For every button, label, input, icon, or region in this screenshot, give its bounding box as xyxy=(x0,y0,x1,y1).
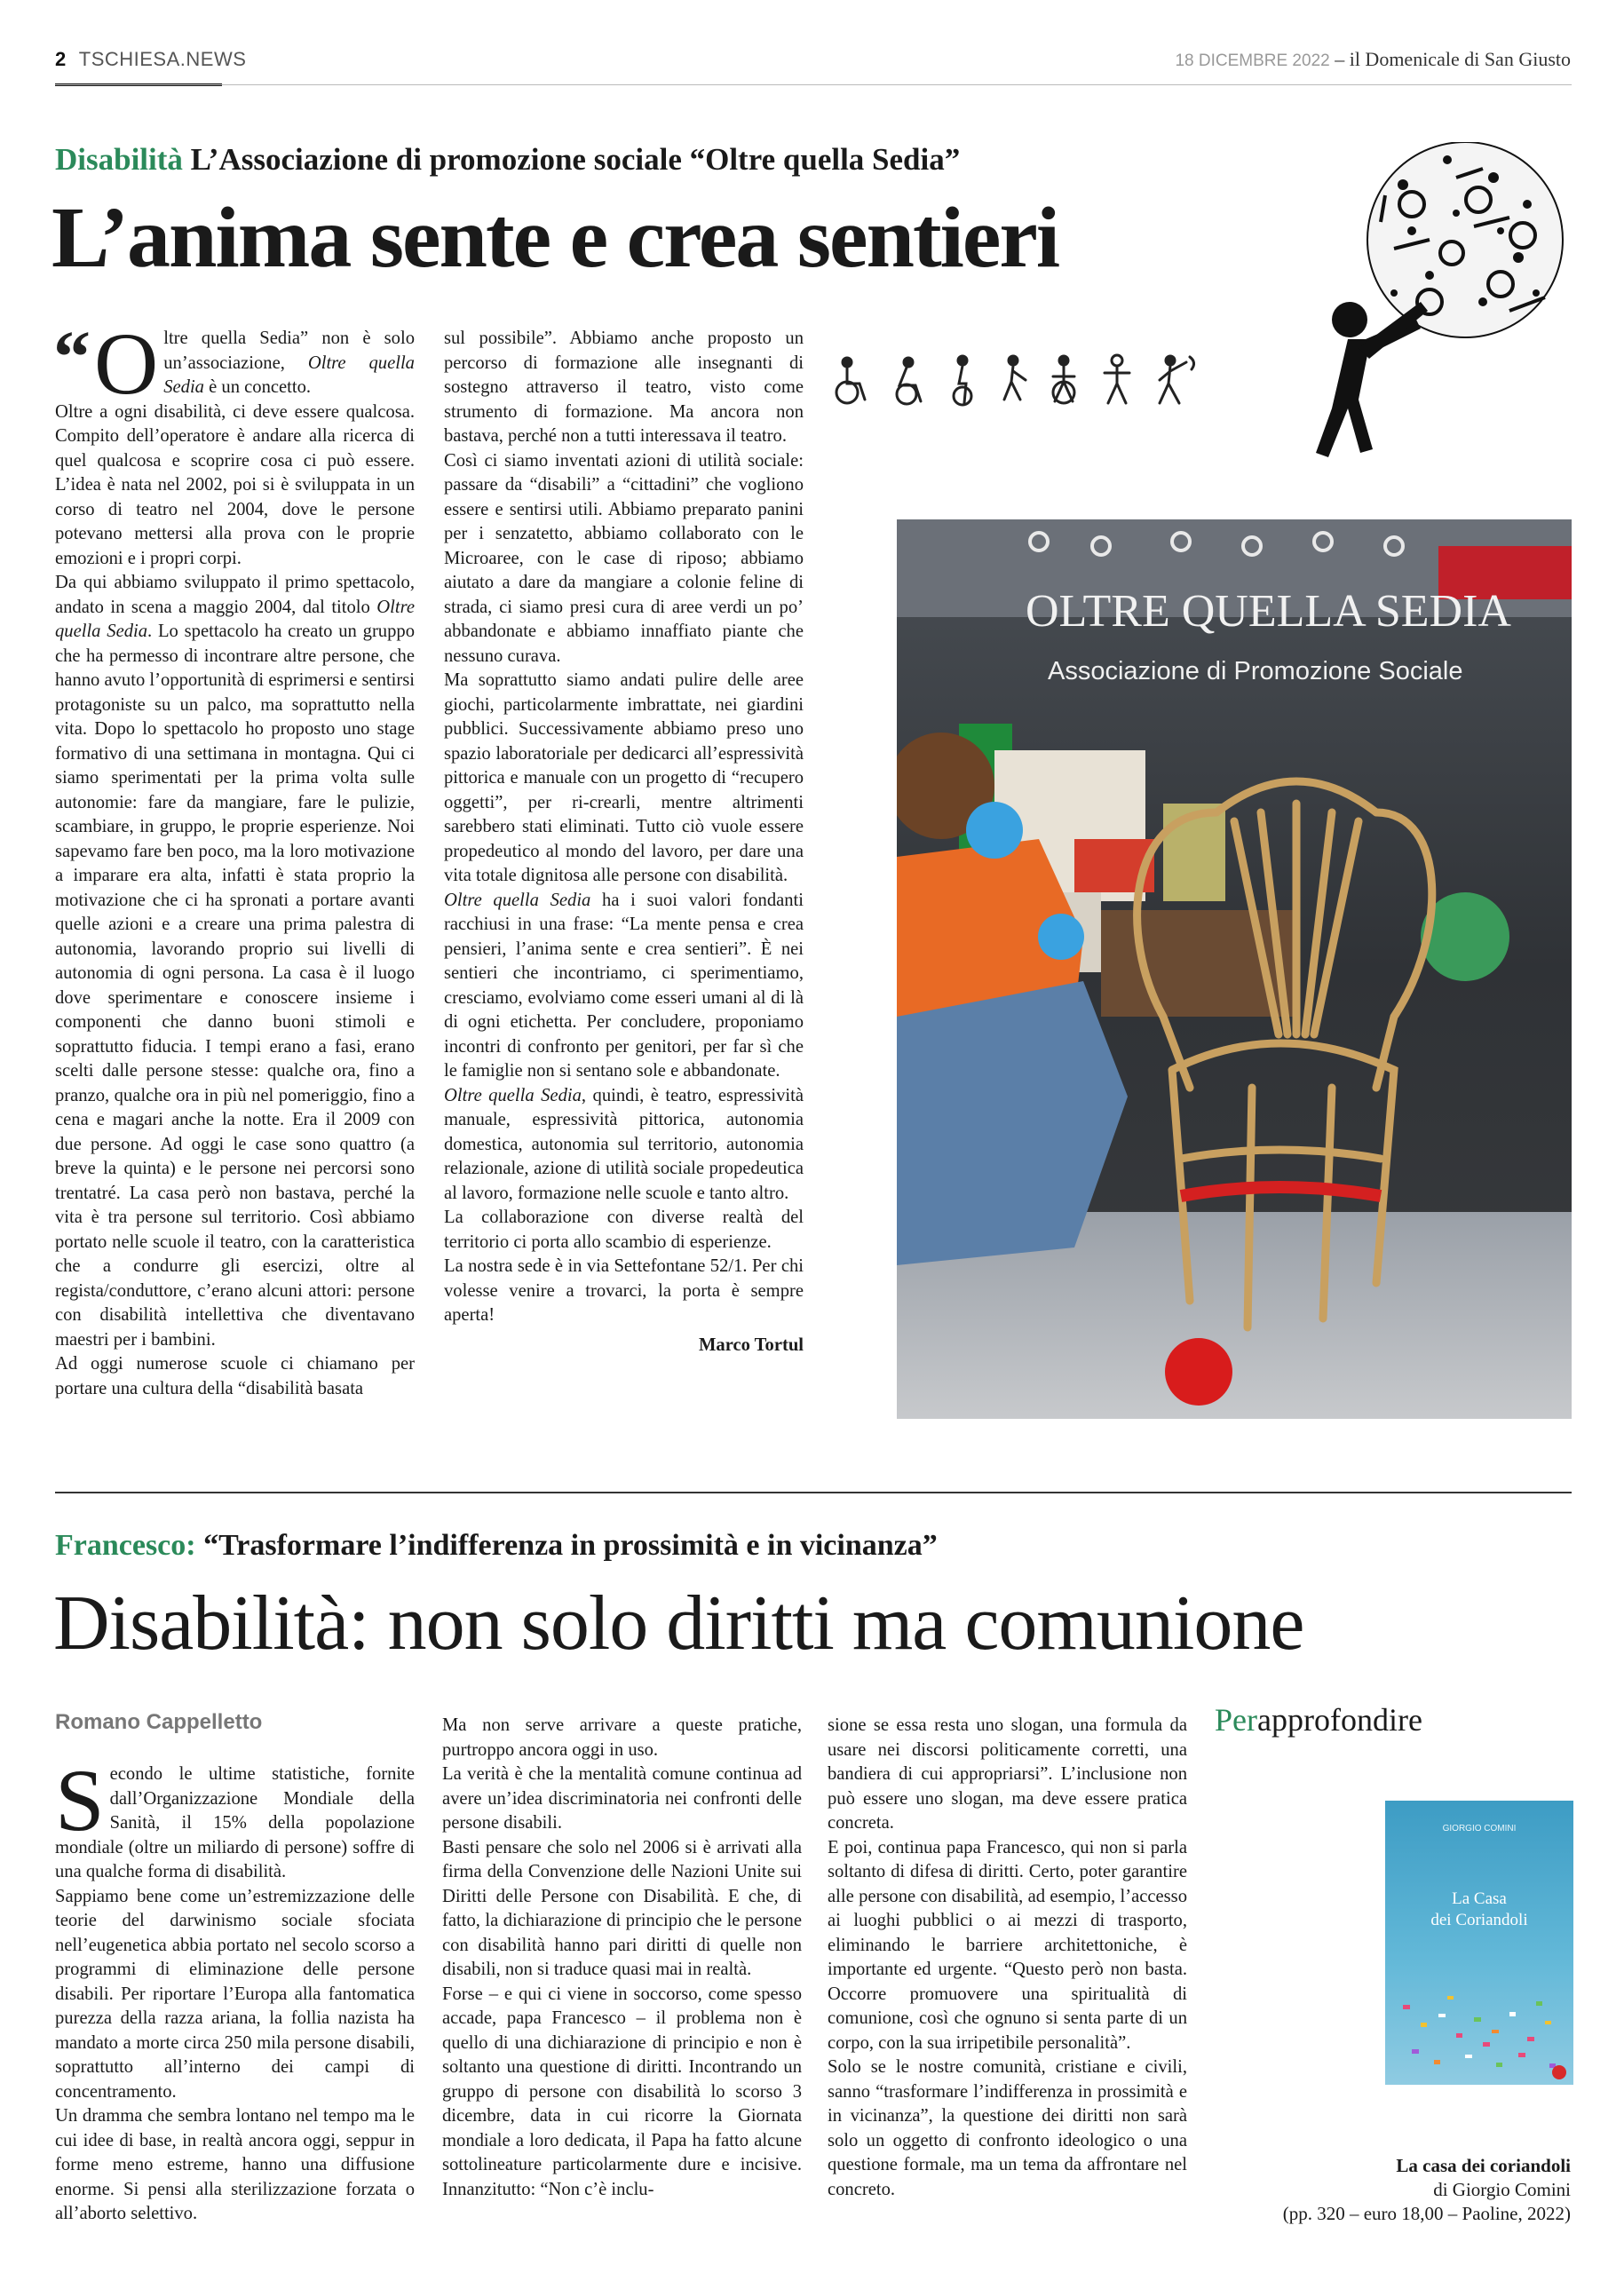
article1-paragraph: Da qui abbiamo sviluppato il primo spettacolo, andato in scena a maggio 2004, dal titolo Oltre quella Sedia. Lo spettacolo ha creato un gruppo che ha permesso di incontrare altre persone, che hanno avuto l’opportunità di esprimersi e sentirsi protagoniste su un palco, ma soprattutto nella vita. Dopo lo spettacolo ho proposto uno stage formativo di una settimana in montagna. Qui ci siamo sperimentati per la prima volta sulle autonomie: fare da mangiare, fare le pulizie, scambiare, in gruppo, le proprie esperienze. Noi sapevamo fare ben poco, ma la loro motivazione a imparare era alta, infatti è stata proprio la motivazione che ci ha spronati a portare avanti quelle azioni e a creare una prima palestra di autonomia, lavorando proprio sui livelli di autonomia di ogni persona. La casa è il luogo dove sperimentare e conoscere insieme i componenti che danno buoni stimoli e soprattutto fiducia. I tempi erano a fasi, erano scelti dalle persone stesse: qualche ora, fino a pranzo, qualche ora in più nel pomeriggio, fino a cena e magari anche la notte. Era il 2009 con due persone. Ad oggi le case sono quattro (a breve la quinta) e le persone nei percorsi sono trentatré. La casa però non bastava, perché la vita è tra persone sul territorio. Così abbiamo portato nelle scuole il teatro, con la caratteristica che a condurre gli esercizi, oltre al regista/conduttore, c’erano alcuni attori: persone con disabilità intellettiva che diventavano maestri per i bambini. xyxy=(55,573,415,1350)
article2-paragraph: Ma non serve arrivare a queste pratiche, purtroppo ancora oggi in uso. xyxy=(442,1715,802,1760)
issue-date: 18 DICEMBRE 2022 xyxy=(1175,51,1330,70)
article2-kicker xyxy=(55,1529,938,1563)
book-cover-author: GIORGIO COMINI xyxy=(1442,1824,1517,1833)
section-divider xyxy=(55,1492,1572,1493)
article1-lead: “ O ltre quella Sedia” non è solo un’associazione, Oltre quella Sedia è un concetto. xyxy=(53,314,415,413)
article1-paragraph: La nostra sede è in via Settefontane 52/1. Per chi volesse venire a trovarci, la porta è sempre aperta! xyxy=(444,1256,804,1325)
article1-kicker-text: L’Associazione di promozione sociale “Oltre quella Sedia” xyxy=(190,142,961,177)
article1-signature: Marco Tortul xyxy=(698,1334,804,1355)
article1-paragraph: Ma soprattutto siamo andati pulire delle aree giochi, particolarmente imbrattate, nei giardini pubblici. Successivamente abbiamo preso uno spazio laboratoriale per dedicarci all’espressività pittorica e manuale con un progetto di “recupero oggetti”, per ri-crearli, mentre altrimenti sarebbero stati eliminati. Tutto ciò vuole essere propedeutico al mondo del lavoro, per dare una vita totale dignitosa alle persone con disabilità. xyxy=(444,670,804,885)
page-header-left xyxy=(55,48,246,71)
article1-column-2 xyxy=(444,327,804,1358)
drop-cap: O xyxy=(94,314,159,413)
article1-paragraph: Oltre a ogni disabilità, ci deve essere qualcosa. Compito dell’operatore è andare alla ricerca di quel qualcosa e scoprire cosa ci può essere. L’idea è nata nel 2002, poi si è sviluppata in un corso di teatro nel 2004, dove le persone potevano mettersi alla prova con le proprie emozioni e i propri corpi. xyxy=(55,401,415,568)
article2-paragraph: Forse – e qui ci viene in soccorso, come spesso accade, papa Francesco – il problema non è quello di una dichiarazione di principio e non è soltanto una questione di diritti. Incontrando un gruppo di persone con disabilità lo scorso 3 dicembre, data in cui ricorre la Giornata mondiale a loro dedicata, il Papa ha fatto alcune sottolineature particolarmente dure e incisive. Innanzitutto: “Non c’è inclu- xyxy=(442,1984,802,2199)
article2-column-2 xyxy=(442,1714,802,2202)
article2-paragraph: Sappiamo bene come un’estremizzazione delle teorie del darwinismo sociale sfociata nell’eugenetica abbia portato nel secolo scorso a programmi di eliminazione delle persone disabili. Per riportare l’Europa alla fantomatica purezza della razza ariana, la follia nazista ha mandato a morte circa 250 mila persone disabili, soprattutto all’interno dei campi di concentramento. xyxy=(55,1886,415,2102)
book-cover xyxy=(1385,1801,1573,2085)
publication-name: il Domenicale di San Giusto xyxy=(1349,48,1571,70)
article2-title: Disabilità: non solo diritti ma comunione xyxy=(53,1580,1304,1667)
sidebar-title xyxy=(1215,1701,1422,1738)
article2-paragraph: La verità è che la mentalità comune continua ad avere un’idea discriminatoria nei confronti delle persone disabili. xyxy=(442,1764,802,1833)
book-cover-title-line2: dei Coriandoli xyxy=(1430,1911,1528,1929)
article1-column-1 xyxy=(53,314,415,1401)
article1-kicker-tag: Disabilità xyxy=(55,142,183,177)
disability-pictograms-icon xyxy=(826,353,1234,408)
article1-paragraph: Così ci siamo inventati azioni di utilità sociale: passare da “disabili” a “cittadini” che vogliono essere e sentirsi utili. Abbiamo preparato panini per i senzatetto, abbiamo collaborato con le Microaree, con le case di riposo; abbiamo aiutato a dare da mangiare a colonie feline di strada, ci siamo presi cura di aree verdi un po’ abbandonate e abbiamo innaffiato piante che nessuno curava. xyxy=(444,450,804,666)
photo-sign-subtitle: Associazione di Promozione Sociale xyxy=(1048,657,1463,685)
article2-author: Romano Cappelletto xyxy=(55,1710,263,1734)
drop-cap: S xyxy=(55,1751,105,1849)
page-header-right xyxy=(1175,48,1571,71)
article2-column-3 xyxy=(828,1714,1187,2202)
article2-column-1 xyxy=(55,1751,415,2227)
book-author: di Giorgio Comini xyxy=(1433,2179,1571,2200)
photo-sign-title: OLTRE QUELLA SEDIA xyxy=(1026,586,1511,637)
article2-paragraph: sione se essa resta uno slogan, una formula da usare nei discorsi politicamente corretti, una bandiera di cui appropriarsi”. L’inclusione non può essere uno slogan, ma deve essere pratica concreta. xyxy=(828,1715,1187,1833)
site-name: TSCHIESA.NEWS xyxy=(78,48,247,70)
article1-paragraph: Ad oggi numerose scuole ci chiamano per portare una cultura della “disabilità basata xyxy=(55,1354,415,1398)
sidebar-title-tag: Per xyxy=(1215,1702,1257,1738)
article1-paragraph: Oltre quella Sedia, quindi, è teatro, espressività manuale, espressività pittorica, autonomia domestica, autonomia sul territorio, autonomia relazionale, azione di utilità sociale propedeutica al lavoro, formazione nelle scuole e tanto altro. xyxy=(444,1085,804,1203)
article1-kicker xyxy=(55,142,960,178)
article1-paragraph: La collaborazione con diverse realtà del territorio ci porta allo scambio di esperienze. xyxy=(444,1208,804,1252)
association-logo-icon xyxy=(1296,142,1580,462)
header-rule xyxy=(55,84,1572,85)
drop-quote: “ xyxy=(53,316,91,399)
book-caption xyxy=(1283,2154,1571,2226)
article1-title: L’anima sente e crea sentieri xyxy=(51,190,1059,286)
book-details: (pp. 320 – euro 18,00 – Paoline, 2022) xyxy=(1282,2203,1571,2224)
shop-window-chair-photo xyxy=(897,519,1572,1419)
article2-paragraph: Un dramma che sembra lontano nel tempo ma le cui idee di base, in realtà ancora oggi, seppur in forme meno estreme, hanno una diffusione enorme. Si pensi alla sterilizzazione forzata o all’aborto selettivo. xyxy=(55,2106,415,2223)
article2-paragraph: Secondo le ultime statistiche, fornite dall’Organizzazione Mondiale della Sanità, il 15% della popolazione mondiale (oltre un miliardo di persone) soffre di una qualche forma di disabilità. xyxy=(55,1751,415,1881)
header-separator: – xyxy=(1329,48,1350,70)
page-number: 2 xyxy=(55,48,67,70)
sidebar-title-text: approfondire xyxy=(1257,1702,1422,1738)
book-cover-title-line1: La Casa xyxy=(1452,1889,1507,1908)
book-title: La casa dei coriandoli xyxy=(1396,2155,1571,2176)
article1-paragraph: sul possibile”. Abbiamo anche proposto un percorso di formazione alle insegnanti di sostegno attraverso il teatro, visto come strumento di formazione. Ma ancora non bastava, perché non a tutti interessava il teatro. xyxy=(444,329,804,446)
article2-kicker-tag: Francesco: xyxy=(55,1529,196,1562)
article2-paragraph: E poi, continua papa Francesco, qui non si parla soltanto di difesa di diritti. Certo, poter garantire alle persone con disabilità, ad esempio, l’accesso ai luoghi pubblici o ai mezzi di trasporto, eliminando le barriere architettoniche, è importante ed urgente. “Questo però non basta. Occorre promuovere una spiritualità di comunione, così che ognuno si senta parte di un corpo, con la sua irripetibile personalità”. xyxy=(828,1837,1187,2053)
article1-paragraph: Oltre quella Sedia ha i suoi valori fondanti racchiusi in una frase: “La mente pensa e crea pensieri, l’anima sente e crea sentieri”. È nei sentieri che incontriamo, ci sperimentiamo, cresciamo, evolviamo come esseri umani al di là di ogni etichetta. Per concludere, proponiamo incontri di confronto per genitori, per far sì che le famiglie non si sentano sole e abbandonate. xyxy=(444,890,804,1081)
article2-kicker-text: “Trasformare l’indifferenza in prossimità e in vicinanza” xyxy=(203,1529,938,1562)
article2-paragraph: Solo se le nostre comunità, cristiane e civili, sanno “trasformare l’indifferenza in prossimità e in vicinanza”, la questione dei diritti non sarà solo un oggetto di confronto ideologico o una questione formale, ma un tema da affrontare nel concreto. xyxy=(828,2057,1187,2199)
article2-paragraph: Basti pensare che solo nel 2006 si è arrivati alla firma della Convenzione delle Nazioni Unite sui Diritti delle Persone con Disabilità. E che, di fatto, la dichiarazione di principio che le persone con disabilità hanno pari diritti di quelle non disabili, non si traduce quasi mai in realtà. xyxy=(442,1837,802,1979)
